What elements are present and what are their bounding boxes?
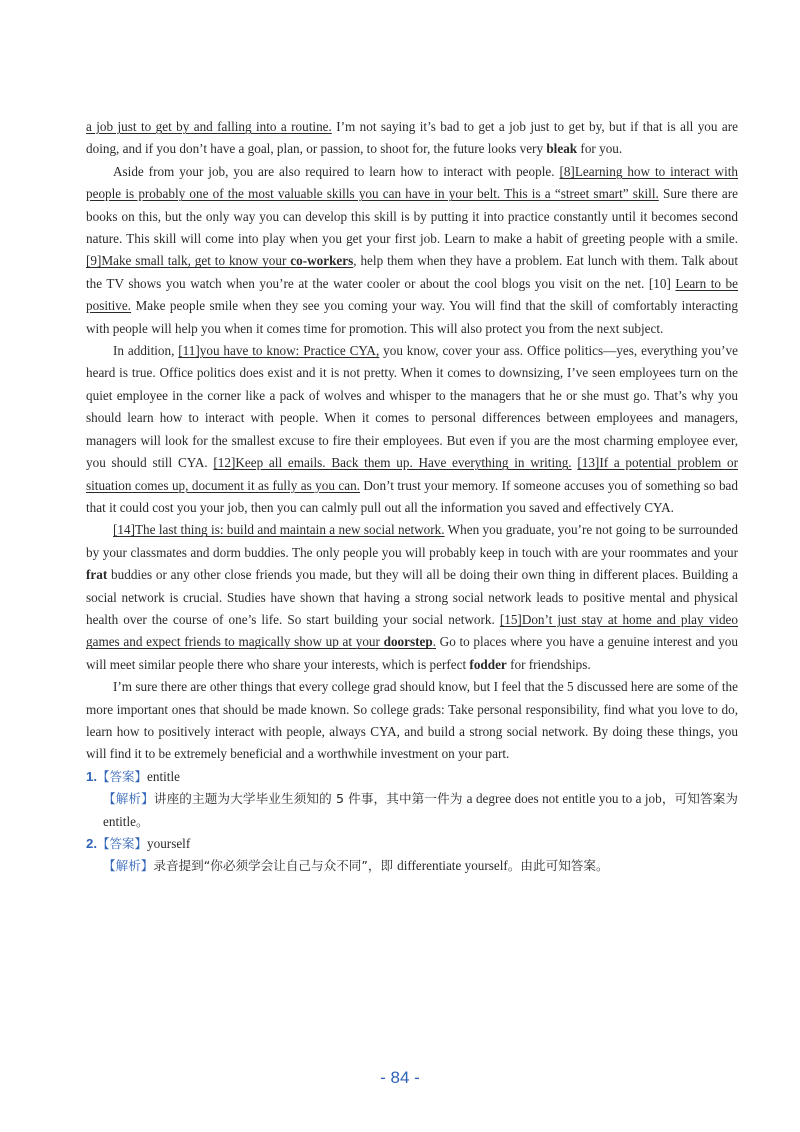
underlined-text: [15]Don’t just stay at home and play video games and expect friends to magically show up at your	[86, 611, 738, 650]
explanation-english: a degree does not entitle you to a job	[466, 791, 662, 807]
bold-word: bleak	[546, 141, 578, 157]
explanation-tag: 【解析】	[103, 791, 154, 807]
answer-tag: 【答案】	[97, 768, 148, 784]
text: Go to places where you have a genuine interest and you will meet similar people there who share your interests, which is perfect	[86, 634, 738, 672]
answer-1	[86, 766, 738, 788]
bold-word: co-workers	[290, 253, 354, 269]
answer-tag: 【答案】	[97, 836, 148, 851]
explanation-text: 录音提到“你必须学会让自己与众不同”，即	[153, 858, 398, 874]
text: buddies or any other close friends you made, but they will all be doing their own thing in different places. Building a social network is crucial. Studies have shown that having a strong social network leads to positive mental and physical health over the course of one’s life. So start building your social network.	[86, 567, 738, 627]
underlined-text: a job just to get by and falling into a routine.	[86, 119, 332, 134]
document-page	[86, 116, 738, 878]
text: Don’t trust your memory. If someone accuses you of something so bad that it could cost you your job, then you can calmly pull out all the information you saved and effectively CYA.	[86, 477, 738, 515]
explanation-text: 讲座的主题为大学毕业生须知的 5 件事，其中第一件为	[153, 791, 467, 807]
underlined-text: [11]you have to know: Practice CYA,	[178, 343, 380, 359]
bold-word: frat	[86, 567, 108, 583]
text: [10]	[648, 275, 676, 291]
text: Aside from your job, you are also required to learn how to interact with people.	[113, 163, 560, 179]
underlined-text: .	[432, 634, 436, 650]
paragraph-2	[86, 161, 738, 340]
underlined-text: [13]If a potential problem or situation comes up, document it as fully as you can.	[86, 455, 738, 493]
text: for friendships.	[506, 656, 591, 672]
text: you know, cover your ass. Office politics—yes, everything you’ve heard is true. Office politics does exist and it is not pretty. When it comes to downsizing, I’ve seen employees turn on the quiet employee in the corner like a pack of wolves and whisper to the managers that he or she must go. That’s why you should learn how to interact with people. When it comes to personal differences between employees and managers, managers will look for the smallest excuse to fire their employees. But even if you are the most charming employee ever, you should still CYA.	[86, 343, 738, 471]
answer-number: 2.	[86, 836, 97, 851]
answer-value: yourself	[147, 836, 191, 851]
answer-value: entitle	[147, 768, 180, 784]
explanation-text: 。由此可知答案。	[507, 858, 609, 874]
text: for you.	[577, 141, 623, 157]
text: I’m not saying it’s bad to get a job just to get by, but if that is all you are doing, and if you don’t have a goal, plan, or passion, to shoot for, the future looks very	[86, 119, 738, 157]
explanation-tag: 【解析】	[103, 858, 154, 874]
underlined-text: Learn to be positive.	[86, 275, 738, 314]
bold-word: fodder	[469, 656, 507, 672]
text: , help them when they have a problem. Eat lunch with them. Talk about the TV shows you watch when you’re at the water cooler or about the cool blogs you visit on the net.	[86, 253, 738, 291]
explanation-text: 。	[135, 813, 149, 829]
underlined-text: [12]Keep all emails. Back them up. Have everything in writing.	[213, 455, 572, 471]
paragraph-5: I’m sure there are other things that every college grad should know, but I feel that the 5 discussed here are some of the more important ones that should be made known. So college grads: Take personal responsibility, find what you love to do, learn how to positively interact with people, always CYA, and build a strong social network. By doing these things, you will find it to be extremely beneficial and a worthwhile investment on your part.	[86, 679, 738, 762]
bold-word: doorstep	[383, 634, 433, 650]
explanation-english: differentiate yourself	[397, 858, 508, 874]
paragraph-1	[86, 116, 738, 161]
page-number: - 84 -	[380, 1068, 420, 1087]
text: When you graduate, you’re not going to be surrounded by your classmates and dorm buddies. The only people you will probably keep in touch with are your roommates and your	[86, 522, 738, 560]
text: In addition,	[113, 343, 179, 359]
answer-2	[86, 833, 738, 855]
answer-number: 1.	[86, 768, 97, 784]
underlined-text: [14]The last thing is: build and maintain a new social network.	[113, 522, 445, 538]
paragraph-3	[86, 340, 738, 519]
paragraph-4	[86, 519, 738, 676]
explanation-english: entitle	[103, 813, 136, 829]
explanation-2	[86, 855, 738, 877]
explanation-text: ，可知答案为	[661, 791, 739, 807]
text: Make people smile when they see you coming your way. You will find that the skill of comfortably interacting with people will help you when it comes time for promotion. This will also protect you from the next subject.	[86, 298, 738, 336]
underlined-text: [8]Learning how to interact with people is probably one of the most valuable skills you can have in your belt. This is a “street smart” skill.	[86, 163, 738, 202]
explanation-1	[86, 788, 738, 833]
underlined-text: [9]Make small talk, get to know your	[86, 253, 291, 269]
text: Sure there are books on this, but the only way you can develop this skill is by putting it into practice constantly until it becomes second nature. This skill will come into play when you get your first job. Learn to make a habit of greeting people with a smile.	[86, 186, 738, 247]
